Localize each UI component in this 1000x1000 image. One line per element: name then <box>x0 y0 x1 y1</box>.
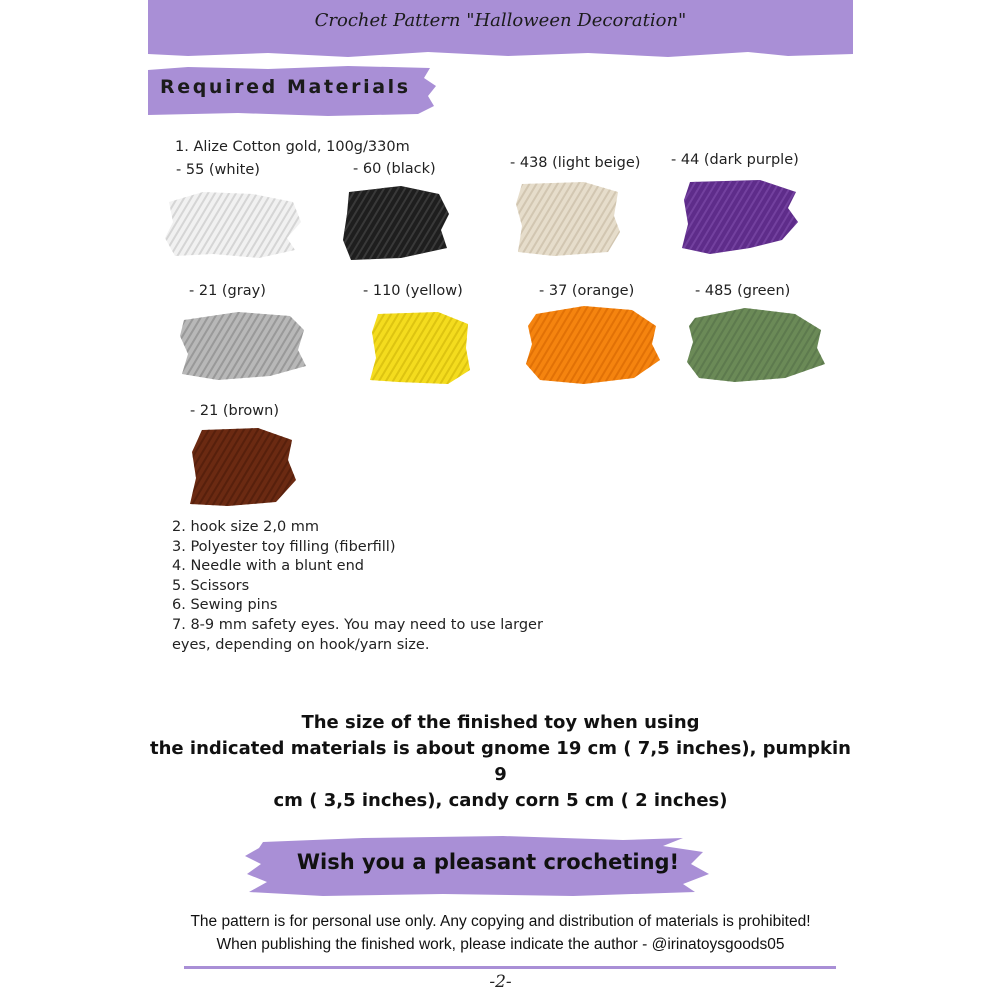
color-label-light-beige: - 438 (light beige) <box>510 155 641 171</box>
footer-line-2: When publishing the finished work, please indicate the author - @irinatoysgoods05 <box>216 936 785 953</box>
color-label-gray: - 21 (gray) <box>189 283 266 299</box>
header-title: Crochet Pattern "Halloween Decoration" <box>314 10 687 31</box>
yarn-swatch-orange <box>524 304 662 386</box>
yarn-swatch-green <box>685 306 827 384</box>
size-note-line-2: the indicated materials is about gnome 19 cm ( 7,5 inches), pumpkin 9 <box>150 738 851 785</box>
size-note-line-1: The size of the finished toy when using <box>301 712 700 733</box>
list-item-scissors: 5. Scissors <box>172 577 250 594</box>
color-label-brown: - 21 (brown) <box>190 403 279 419</box>
color-label-white: - 55 (white) <box>176 162 260 178</box>
page-number: -2- <box>489 972 512 992</box>
color-label-dark-purple: - 44 (dark purple) <box>671 152 799 168</box>
yarn-swatch-black <box>341 184 453 262</box>
color-label-orange: - 37 (orange) <box>539 283 635 299</box>
list-item-eyes-cont: eyes, depending on hook/yarn size. <box>172 636 430 653</box>
list-item-eyes: 7. 8-9 mm safety eyes. You may need to use larger <box>172 616 543 633</box>
yarn-swatch-white <box>163 188 303 260</box>
yarn-swatch-dark-purple <box>680 178 800 256</box>
yarn-swatch-gray <box>178 310 308 382</box>
color-label-yellow: - 110 (yellow) <box>363 283 463 299</box>
materials-list <box>172 518 543 655</box>
yarn-swatch-brown <box>188 426 300 508</box>
footer-divider <box>184 966 836 969</box>
color-label-black: - 60 (black) <box>353 161 436 177</box>
footer-notice <box>148 910 853 956</box>
yarn-swatch-yellow <box>368 310 472 386</box>
wish-message: Wish you a pleasant crocheting! <box>296 850 680 874</box>
size-note-line-3: cm ( 3,5 inches), candy corn 5 cm ( 2 inches) <box>273 790 728 811</box>
list-item-pins: 6. Sewing pins <box>172 597 278 614</box>
finished-size-note <box>148 710 853 814</box>
pattern-page <box>148 0 853 1000</box>
yarn-swatch-light-beige <box>514 180 622 258</box>
list-item-filling: 3. Polyester toy filling (fiberfill) <box>172 538 396 555</box>
yarn-heading: 1. Alize Cotton gold, 100g/330m <box>175 139 410 155</box>
footer-line-1: The pattern is for personal use only. Any copying and distribution of materials is prohibited! <box>190 913 811 930</box>
list-item-needle: 4. Needle with a blunt end <box>172 558 364 575</box>
color-label-green: - 485 (green) <box>695 283 791 299</box>
section-title: Required Materials <box>160 76 411 98</box>
list-item-hook: 2. hook size 2,0 mm <box>172 519 320 535</box>
